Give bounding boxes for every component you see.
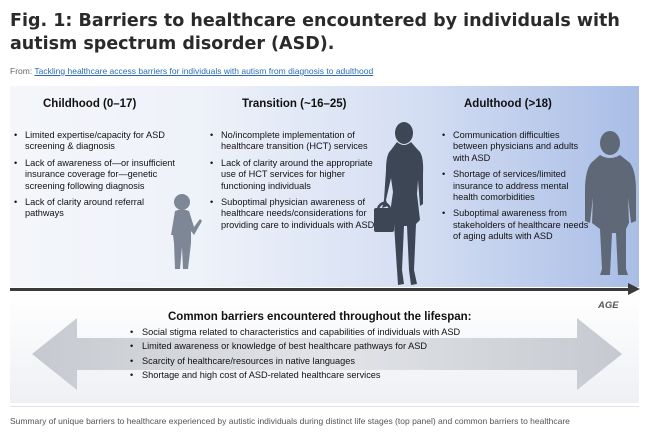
age-axis-arrowhead-icon — [628, 283, 640, 295]
man-silhouette-icon — [582, 131, 639, 276]
list-item: • Lack of clarity around referral pathways — [14, 197, 182, 220]
list-item: • Shortage of services/limited insurance to address mental health comorbidities — [442, 169, 592, 203]
stage-title-adulthood: Adulthood (>18) — [464, 98, 552, 110]
common-barriers-list — [130, 327, 460, 385]
list-item: • Suboptimal awareness from stakeholders of healthcare needs of aging adults with ASD — [442, 208, 592, 242]
list-item: • Lack of awareness of—or insufficient insurance coverage for—genetic screening following diagnosis — [14, 158, 182, 192]
list-item: • Social stigma related to characteristics and capabilities of individuals with ASD — [130, 327, 460, 338]
figure-caption: Summary of unique barriers to healthcare experienced by autistic individuals during distinct life stages (top panel) and common barriers to healthcare — [10, 416, 570, 426]
stage-list-transition — [210, 130, 382, 236]
figure-title: Fig. 1: Barriers to healthcare encountered by individuals with autism spectrum disorder (ASD). — [10, 11, 620, 54]
list-item: • Suboptimal physician awareness of healthcare needs/considerations for providing care to individuals with ASD — [210, 197, 382, 231]
stage-title-transition: Transition (~16–25) — [242, 98, 347, 110]
child-silhouette-icon — [167, 191, 203, 271]
source-prefix: From: — [10, 66, 33, 76]
source-line — [10, 66, 373, 76]
age-axis-line — [10, 288, 630, 291]
list-item: • Lack of clarity around the appropriate use of HCT services for higher functioning individuals — [210, 158, 382, 192]
list-item: • Communication difficulties between physicians and adults with ASD — [442, 130, 592, 164]
common-barriers-title: Common barriers encountered throughout the lifespan: — [168, 311, 472, 323]
stage-list-adulthood — [442, 130, 592, 248]
list-item: • Limited awareness or knowledge of best healthcare pathways for ASD — [130, 341, 460, 352]
list-item: • Shortage and high cost of ASD-related healthcare services — [130, 370, 460, 381]
list-item: • Scarcity of healthcare/resources in native languages — [130, 356, 460, 367]
age-axis-label: AGE — [598, 300, 619, 311]
divider — [10, 406, 639, 407]
stage-title-childhood: Childhood (0–17) — [43, 98, 137, 110]
source-link[interactable]: Tackling healthcare access barriers for individuals with autism from diagnosis to adulthood — [34, 66, 374, 76]
list-item: • Limited expertise/capacity for ASD screening & diagnosis — [14, 130, 182, 153]
woman-silhouette-icon — [372, 120, 434, 288]
list-item: • No/incomplete implementation of healthcare transition (HCT) services — [210, 130, 382, 153]
stage-list-childhood — [14, 130, 182, 225]
life-stages-panel — [10, 86, 639, 287]
